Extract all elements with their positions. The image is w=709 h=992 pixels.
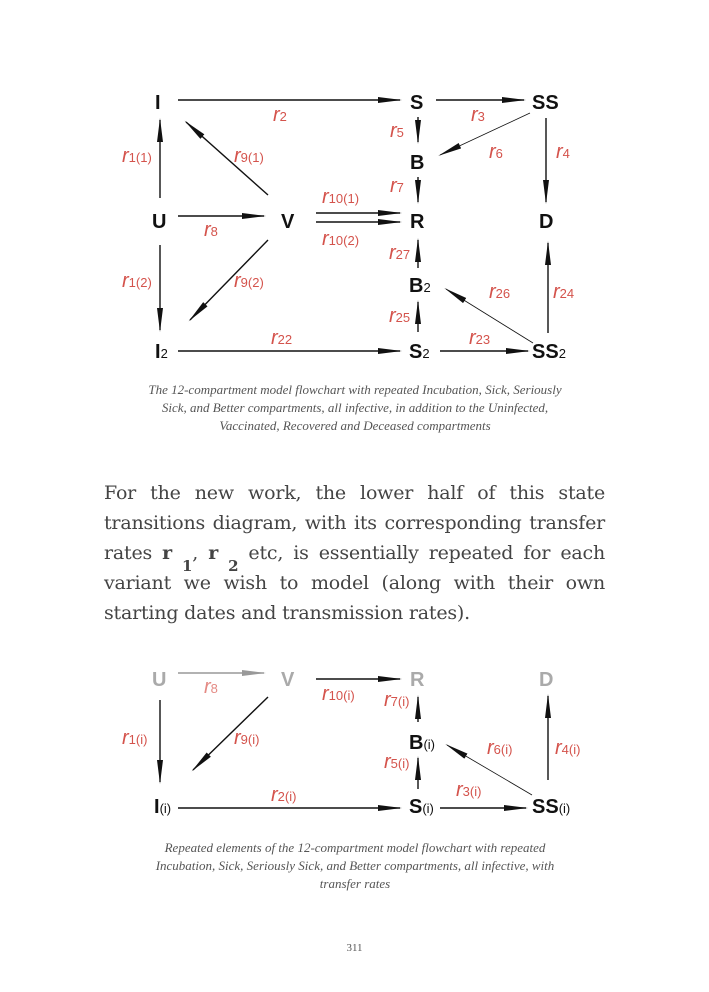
rate-r2: r2 [273,104,287,126]
rate-r7-i: r7(i) [384,689,410,711]
node-D: D [539,211,554,233]
node-SS: SS [532,92,559,114]
rate-r6: r6 [489,141,503,163]
rate-symbol: r [162,542,172,564]
rate-r9-1: r9(1) [234,145,264,167]
rate-r9-2: r9(2) [234,270,264,292]
rate-r22: r22 [271,327,293,349]
figure2-caption [110,839,600,893]
rate-r1-1: r1(1) [122,145,152,167]
rate-r9-i: r9(i) [234,727,260,749]
rate-r1-2: r1(2) [122,270,152,292]
diagram1-rates [122,104,574,349]
node-S-i: S(i) [409,796,434,818]
node-S: S [410,92,424,114]
caption-line: The 12-compartment model flowchart with repeated Incubation, Sick, Seriously [148,382,562,397]
caption-line: transfer rates [319,876,391,891]
node-U: U [152,211,167,233]
paragraph-text: , [192,542,209,564]
diagram1-arrows [160,100,548,351]
rate-r2-i: r2(i) [271,784,297,806]
node-V: V [281,211,295,233]
node-R: R [410,211,425,233]
rate-r8: r8 [204,676,218,698]
node-SS2: SS2 [532,341,566,363]
rate-r5: r5 [390,120,404,142]
rate-r26: r26 [489,281,511,303]
rate-r5-i: r5(i) [384,751,410,773]
node-I: I [155,92,161,114]
rate-r4-i: r4(i) [555,737,581,759]
figure1-caption [110,381,600,435]
rate-r23: r23 [469,327,491,349]
rate-r10-2: r10(2) [322,228,360,250]
rate-r1-i: r1(i) [122,727,148,749]
rate-r4: r4 [556,141,570,163]
caption-line: Vaccinated, Recovered and Deceased compartments [219,418,491,433]
rate-r7: r7 [390,175,404,197]
rate-r10-i: r10(i) [322,683,355,705]
rate-symbol: r [208,542,218,564]
rate-r3: r3 [471,104,485,126]
rate-r25: r25 [389,305,411,327]
rate-subscript: 2 [228,557,239,575]
rate-r6-i: r6(i) [487,737,513,759]
caption-line: Sick, and Better compartments, all infective, in addition to the Uninfected, [161,400,549,415]
rate-r10-1: r10(1) [322,186,360,208]
diagram2-rates [122,676,580,806]
node-I2: I2 [155,341,168,363]
rate-r3-i: r3(i) [456,779,482,801]
page-number: 311 [346,942,363,954]
node-B: B [410,152,425,174]
node-SS-i: SS(i) [532,796,571,818]
rate-subscript: 1 [182,557,193,575]
node-S2: S2 [409,341,430,363]
node-B-i: B(i) [409,732,435,754]
paragraph-text: For the new work, the lower half of this state transitions diagram, with its corresponding transfer rates [104,482,605,564]
caption-line: Incubation, Sick, Seriously Sick, and Better compartments, all infective, with [155,858,555,873]
body-paragraph [104,478,605,628]
rate-r8: r8 [204,219,218,241]
node-U: U [152,669,167,691]
rate-r27: r27 [389,242,411,264]
node-D: D [539,669,554,691]
node-B2: B2 [409,275,431,297]
paragraph-text: etc, is essentially repeated for each variant we wish to model (along with their own starting dates and transmission rates). [104,542,605,624]
caption-line: Repeated elements of the 12-compartment model flowchart with repeated [164,840,546,855]
node-I-i: I(i) [154,796,172,818]
node-R: R [410,669,425,691]
arrow-SS-B [440,113,530,155]
rate-r24: r24 [553,281,575,303]
node-V: V [281,669,295,691]
